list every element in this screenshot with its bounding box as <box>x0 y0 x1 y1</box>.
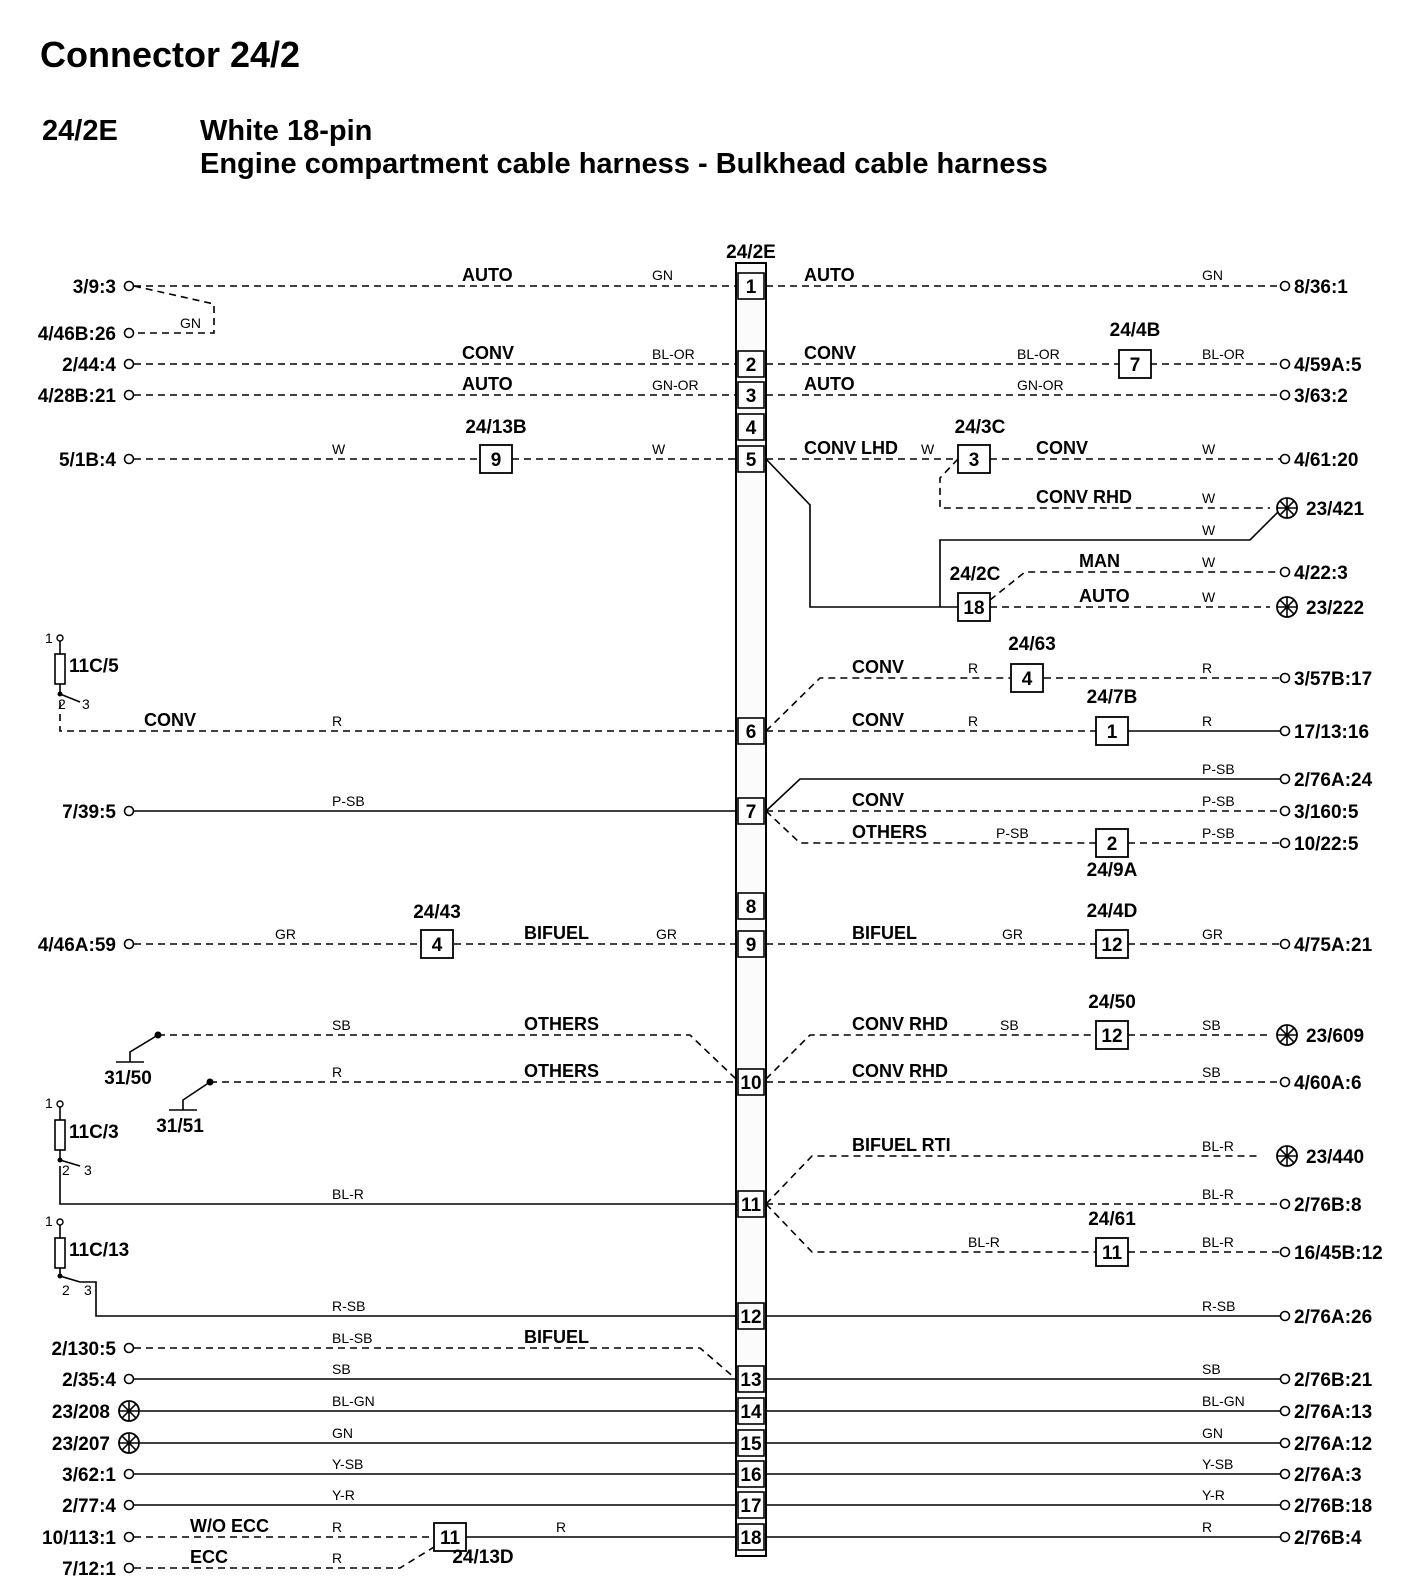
component-pin-number: 7 <box>1129 355 1141 376</box>
right-terminal-label: 23/222 <box>1306 598 1365 619</box>
wire-color-code: Y-R <box>332 1487 355 1503</box>
terminal-circle <box>1281 1312 1290 1321</box>
wire-color-code: SB <box>1202 1017 1221 1033</box>
component-pin-number: 11 <box>439 1528 461 1549</box>
wire-color-code: GN-OR <box>652 377 699 393</box>
connector-pin-number: 6 <box>745 722 757 743</box>
wire-color-code: R <box>332 1519 343 1535</box>
right-terminal-label: 2/76A:13 <box>1294 1402 1373 1423</box>
variant-label: CONV <box>144 710 197 730</box>
component-pin-number: 12 <box>1101 1026 1123 1047</box>
terminal-circle <box>125 455 134 464</box>
fuse-pin-label: 3 <box>84 1162 92 1178</box>
left-terminal-label: 4/28B:21 <box>37 386 116 407</box>
variant-label: CONV LHD <box>804 438 898 458</box>
wire-color-code: GR <box>1002 926 1023 942</box>
ground-point-symbol <box>119 1401 139 1421</box>
right-terminal-label: 2/76A:26 <box>1294 1307 1373 1328</box>
right-terminal-label: 23/609 <box>1306 1026 1365 1047</box>
right-terminal-label: 3/160:5 <box>1294 802 1359 823</box>
fuse-pin-label: 3 <box>84 1282 92 1298</box>
terminal-circle <box>1281 1078 1290 1087</box>
right-terminal-label: 17/13:16 <box>1294 722 1370 743</box>
wire-color-code: R <box>968 713 979 729</box>
left-terminal-label: 5/1B:4 <box>58 450 116 471</box>
terminal-circle <box>125 360 134 369</box>
connector-pin-number: 8 <box>745 897 757 918</box>
wire-color-code: SB <box>1202 1361 1221 1377</box>
fuse-pin-label: 1 <box>45 630 53 646</box>
variant-label: AUTO <box>462 374 513 394</box>
connector-pin-number: 16 <box>740 1465 762 1486</box>
connector-pin-number: 15 <box>740 1434 762 1455</box>
wire-color-code: GR <box>275 926 296 942</box>
component-label: 24/13B <box>465 417 527 438</box>
terminal-circle <box>1281 1470 1290 1479</box>
connector-description: White 18-pin <box>200 115 373 147</box>
wire-color-code: W <box>1202 554 1216 570</box>
variant-label: W/O ECC <box>190 1516 269 1536</box>
component-pin-number: 4 <box>1021 669 1033 690</box>
wire-color-code: W <box>652 441 666 457</box>
left-terminal-label: 7/12:1 <box>62 1559 116 1580</box>
terminal-circle <box>1281 1501 1290 1510</box>
right-terminal-label: 3/57B:17 <box>1294 669 1373 690</box>
component-label: 24/4D <box>1086 901 1138 922</box>
ground-point-symbol <box>1277 597 1297 617</box>
variant-label: MAN <box>1079 551 1120 571</box>
connector-pin-number: 7 <box>745 802 757 823</box>
variant-label: AUTO <box>804 265 855 285</box>
component-label: 24/50 <box>1088 992 1136 1013</box>
component-pin-number: 11 <box>1101 1243 1123 1264</box>
variant-label: BIFUEL <box>524 923 589 943</box>
component-pin-number: 3 <box>968 450 980 471</box>
ground-point-symbol <box>1277 1146 1297 1166</box>
terminal-circle <box>1281 839 1290 848</box>
variant-label: OTHERS <box>524 1014 600 1034</box>
wire-color-code: Y-SB <box>1202 1456 1234 1472</box>
variant-label: CONV <box>852 657 905 677</box>
connector-pin-number: 4 <box>745 418 757 439</box>
right-terminal-label: 2/76B:18 <box>1294 1496 1373 1517</box>
variant-label: AUTO <box>462 265 513 285</box>
terminals <box>38 277 1383 1580</box>
terminal-circle <box>125 391 134 400</box>
wire-color-code: Y-SB <box>332 1456 364 1472</box>
wire-color-code: SB <box>332 1361 351 1377</box>
wire-color-code: BL-R <box>1202 1234 1234 1250</box>
terminal-circle <box>1281 360 1290 369</box>
fuse-11C5 <box>45 630 119 712</box>
connector-pin-number: 14 <box>740 1402 762 1423</box>
right-terminal-label: 4/59A:5 <box>1294 355 1362 376</box>
left-terminal-label: 3/9:3 <box>72 277 116 298</box>
right-terminal-label: 3/63:2 <box>1294 386 1348 407</box>
terminal-circle <box>1281 1407 1290 1416</box>
wire-color-code: BL-OR <box>1017 346 1060 362</box>
wire-color-code: R <box>1202 1519 1213 1535</box>
variant-label: CONV <box>852 790 905 810</box>
right-terminal-label: 2/76B:4 <box>1294 1528 1362 1549</box>
terminal-circle <box>1281 1200 1290 1209</box>
connector-pin-number: 2 <box>745 355 757 376</box>
wire-color-code: R <box>1202 713 1213 729</box>
wire-color-code: Y-R <box>1202 1487 1225 1503</box>
terminal-circle <box>1281 1533 1290 1542</box>
fuse-label: 11C/3 <box>69 1122 119 1143</box>
wire-color-code: R <box>332 1550 343 1566</box>
fuse-pin-label: 1 <box>45 1095 53 1111</box>
connector-pin-number: 11 <box>740 1195 762 1216</box>
terminal-circle <box>1281 775 1290 784</box>
wire-color-code: R <box>332 1064 343 1080</box>
terminal-circle <box>1281 727 1290 736</box>
right-terminal-label: 10/22:5 <box>1294 834 1359 855</box>
wire-color-code: BL-SB <box>332 1330 373 1346</box>
wire-color-code: BL-OR <box>652 346 695 362</box>
fuse-label: 11C/13 <box>69 1240 130 1261</box>
fuse-11C3 <box>45 1095 119 1178</box>
terminal-circle <box>1281 455 1290 464</box>
variant-label: BIFUEL <box>524 1327 589 1347</box>
terminal-circle <box>1281 674 1290 683</box>
component-label: 24/2C <box>949 564 1001 585</box>
variant-label: CONV RHD <box>852 1014 949 1034</box>
terminal-circle <box>125 1564 134 1573</box>
left-terminal-label: 2/44:4 <box>62 355 116 376</box>
wire-color-code: SB <box>332 1017 351 1033</box>
connector-pin-number: 17 <box>740 1496 762 1517</box>
wire-color-code: GN-OR <box>1017 377 1064 393</box>
variant-label: AUTO <box>1079 586 1130 606</box>
wire-color-code: R-SB <box>1202 1298 1236 1314</box>
fuse-pin-label: 2 <box>58 696 66 712</box>
right-terminal-label: 23/440 <box>1306 1147 1365 1168</box>
right-terminal-label: 2/76B:21 <box>1294 1370 1373 1391</box>
terminal-circle <box>1281 1375 1290 1384</box>
component-pin-number: 1 <box>1106 722 1118 743</box>
variant-label: ECC <box>190 1547 229 1567</box>
right-terminal-label: 2/76A:3 <box>1294 1465 1362 1486</box>
wire-color-code: GN <box>180 315 201 331</box>
terminal-circle <box>125 1470 134 1479</box>
ground-point-symbol <box>119 1433 139 1453</box>
left-terminal-label: 7/39:5 <box>62 802 116 823</box>
wire-color-code: R <box>968 660 979 676</box>
connector-pin-number: 5 <box>745 450 757 471</box>
terminal-circle <box>125 1375 134 1384</box>
terminal-circle <box>125 282 134 291</box>
component-pin-number: 18 <box>963 598 985 619</box>
component-label: 24/9A <box>1086 860 1138 881</box>
right-terminal-label: 4/75A:21 <box>1294 935 1373 956</box>
wire-color-code: GN <box>1202 1425 1223 1441</box>
component-label: 31/51 <box>156 1116 204 1137</box>
left-terminal-label: 23/208 <box>51 1402 110 1423</box>
component-pin-number: 12 <box>1101 935 1123 956</box>
left-terminal-label: 10/113:1 <box>42 1528 116 1549</box>
component-pin-number: 4 <box>431 935 443 956</box>
wire-color-code: GN <box>652 267 673 283</box>
wire-color-code: GN <box>1202 267 1223 283</box>
wire-color-code: SB <box>1202 1064 1221 1080</box>
connector-pin-number: 1 <box>745 277 757 298</box>
component-pin-number: 9 <box>490 450 502 471</box>
component-label: 24/3C <box>954 417 1006 438</box>
right-terminal-label: 2/76A:12 <box>1294 1434 1373 1455</box>
wire-color-code: W <box>1202 522 1216 538</box>
wire-color-code: GR <box>1202 926 1223 942</box>
variant-label: CONV RHD <box>1036 487 1133 507</box>
variant-label: AUTO <box>804 374 855 394</box>
variant-label: OTHERS <box>524 1061 600 1081</box>
component-label: 24/61 <box>1088 1209 1136 1230</box>
wire-color-code: R <box>1202 660 1213 676</box>
left-terminal-label: 2/35:4 <box>62 1370 116 1391</box>
left-terminal-label: 2/130:5 <box>51 1339 116 1360</box>
wire-color-code: W <box>1202 589 1216 605</box>
diagram-title: Connector 24/2 <box>40 34 301 75</box>
terminal-circle <box>125 940 134 949</box>
wire-color-code: P-SB <box>1202 793 1235 809</box>
wire-color-code: W <box>1202 441 1216 457</box>
left-terminal-label: 2/77:4 <box>62 1496 116 1517</box>
variant-label: CONV <box>804 343 857 363</box>
wire-color-code: P-SB <box>996 825 1029 841</box>
connector-pin-number: 10 <box>740 1073 762 1094</box>
terminal-circle <box>125 1344 134 1353</box>
connector-pin-number: 13 <box>740 1370 762 1391</box>
variant-label: OTHERS <box>852 822 928 842</box>
wire-color-code: P-SB <box>1202 825 1235 841</box>
right-terminal-label: 4/61:20 <box>1294 450 1359 471</box>
terminal-circle <box>125 1501 134 1510</box>
terminal-circle <box>1281 1248 1290 1257</box>
left-terminal-label: 4/46B:26 <box>37 324 116 345</box>
terminal-circle <box>1281 568 1290 577</box>
wire-color-code: W <box>921 441 935 457</box>
component-label: 24/13D <box>452 1547 514 1568</box>
wire-color-code: W <box>1202 490 1216 506</box>
wire-color-code: R <box>556 1519 567 1535</box>
connector-pin-number: 3 <box>745 386 757 407</box>
fuse-pin-label: 1 <box>45 1213 53 1229</box>
fuse-pin-label: 2 <box>62 1282 70 1298</box>
right-terminal-label: 2/76A:24 <box>1294 770 1373 791</box>
wire-color-code: BL-R <box>968 1234 1000 1250</box>
connector-pin-number: 9 <box>745 935 757 956</box>
wire-color-code: BL-R <box>332 1186 364 1202</box>
variant-label: BIFUEL <box>852 923 917 943</box>
terminal-circle <box>1281 391 1290 400</box>
wire-color-code: R-SB <box>332 1298 366 1314</box>
fuse-pin-label: 2 <box>62 1162 70 1178</box>
wire-labels <box>104 265 1245 1568</box>
right-terminal-label: 23/421 <box>1306 499 1365 520</box>
terminal-circle <box>125 807 134 816</box>
component-label: 24/4B <box>1109 320 1161 341</box>
terminal-circle <box>1281 1439 1290 1448</box>
variant-label: CONV <box>1036 438 1089 458</box>
wire-color-code: P-SB <box>1202 761 1235 777</box>
variant-label: CONV <box>462 343 515 363</box>
terminal-circle <box>125 329 134 338</box>
connector-pin-number: 12 <box>740 1307 762 1328</box>
wire-color-code: GR <box>656 926 677 942</box>
variant-label: CONV RHD <box>852 1061 949 1081</box>
harness-description: Engine compartment cable harness - Bulkhead cable harness <box>200 148 1048 180</box>
left-terminal-label: 23/207 <box>51 1434 110 1455</box>
component-pin-number: 2 <box>1106 834 1118 855</box>
fuse-11C13 <box>45 1213 129 1298</box>
right-terminal-label: 16/45B:12 <box>1294 1243 1383 1264</box>
fuse-pin-label: 3 <box>82 696 90 712</box>
left-terminal-label: 3/62:1 <box>62 1465 116 1486</box>
wire-color-code: W <box>332 441 346 457</box>
variant-label: BIFUEL RTI <box>852 1135 951 1155</box>
terminal-circle <box>1281 282 1290 291</box>
right-terminal-label: 4/22:3 <box>1294 563 1348 584</box>
component-label: 24/7B <box>1086 687 1138 708</box>
terminal-circle <box>1281 940 1290 949</box>
wire-color-code: SB <box>1000 1017 1019 1033</box>
right-terminal-label: 4/60A:6 <box>1294 1073 1362 1094</box>
connector-pin-number: 18 <box>740 1528 762 1549</box>
ground-point-symbol <box>1277 498 1297 518</box>
wire-color-code: BL-GN <box>1202 1393 1245 1409</box>
ground-point-symbol <box>1277 1025 1297 1045</box>
wire-color-code: BL-R <box>1202 1138 1234 1154</box>
connector-strip-label: 24/2E <box>726 242 776 263</box>
component-label: 24/63 <box>1008 634 1056 655</box>
wire-color-code: R <box>332 713 343 729</box>
fuse-label: 11C/5 <box>69 656 119 677</box>
terminal-circle <box>125 1533 134 1542</box>
connector-id: 24/2E <box>42 115 118 147</box>
wire-color-code: GN <box>332 1425 353 1441</box>
wire-color-code: BL-R <box>1202 1186 1234 1202</box>
wire-color-code: P-SB <box>332 793 365 809</box>
left-terminal-label: 4/46A:59 <box>37 935 116 956</box>
wire-color-code: BL-GN <box>332 1393 375 1409</box>
right-terminal-label: 2/76B:8 <box>1294 1195 1362 1216</box>
component-label: 31/50 <box>104 1068 152 1089</box>
right-terminal-label: 8/36:1 <box>1294 277 1348 298</box>
component-label: 24/43 <box>413 902 461 923</box>
terminal-circle <box>1281 807 1290 816</box>
wire-color-code: BL-OR <box>1202 346 1245 362</box>
component-boxes <box>421 350 1151 1551</box>
variant-label: CONV <box>852 710 905 730</box>
